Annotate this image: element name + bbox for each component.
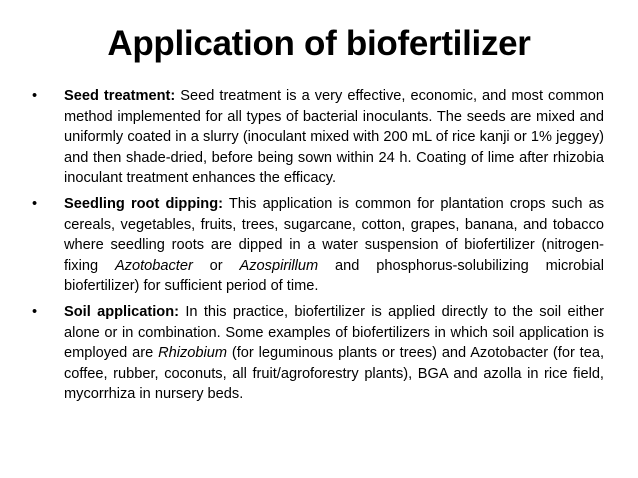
bullet-text: or	[192, 257, 240, 274]
bullet-text: This application is common for plantation crops such as cereals, vegetables, fruits, trees, sugarcane, cotton, grapes, banana, and tobacco where seedling roots are dipped in a water suspension of biofertilizer (nitrogen-fixing	[64, 195, 604, 274]
bullet-lead: Soil application:	[64, 303, 179, 320]
bullet-text: Seed treatment is a very effective, economic, and most common method implemented for all types of bacterial inoculants. The seeds are mixed and uniformly coated in a slurry (inoculant mixed with 200 mL of rice kanji or 1% jeggey) and then shade-dried, before being sown within 24 h. Coating of lime after rhizobia inoculant treatment enhances the efficacy.	[64, 88, 604, 187]
bullet-seedling-root-dipping	[32, 194, 604, 297]
bullet-text: In this practice, biofertilizer is applied directly to the soil either alone or in combination. Some examples of biofertilizers in which soil application is employed are	[64, 303, 605, 362]
slide-title: Application of biofertilizer	[107, 24, 531, 63]
bullet-lead: Seed treatment:	[64, 88, 176, 104]
bullet-italic-term: Azospirillum	[239, 257, 319, 274]
bullet-text: and phosphorus-solubilizing microbial biofertilizer) for sufficient period of time.	[64, 257, 605, 295]
bullet-dot-icon: •	[32, 88, 38, 104]
bullet-text: (for leguminous plants or trees) and Azotobacter (for tea, coffee, rubber, coconuts, all fruit/agroforestry plants), BGA and azolla in rice field, mycorrhiza in nursery beds.	[64, 345, 604, 403]
bullet-seed-treatment	[32, 86, 604, 189]
bullet-list	[32, 86, 604, 410]
bullet-lead: Seedling root dipping:	[64, 195, 223, 212]
bullet-italic-term: Rhizobium	[158, 345, 228, 362]
bullet-italic-term: Azotobacter	[114, 257, 193, 274]
bullet-soil-application	[32, 302, 604, 405]
bullet-dot-icon: •	[32, 303, 38, 320]
bullet-dot-icon: •	[32, 195, 38, 212]
